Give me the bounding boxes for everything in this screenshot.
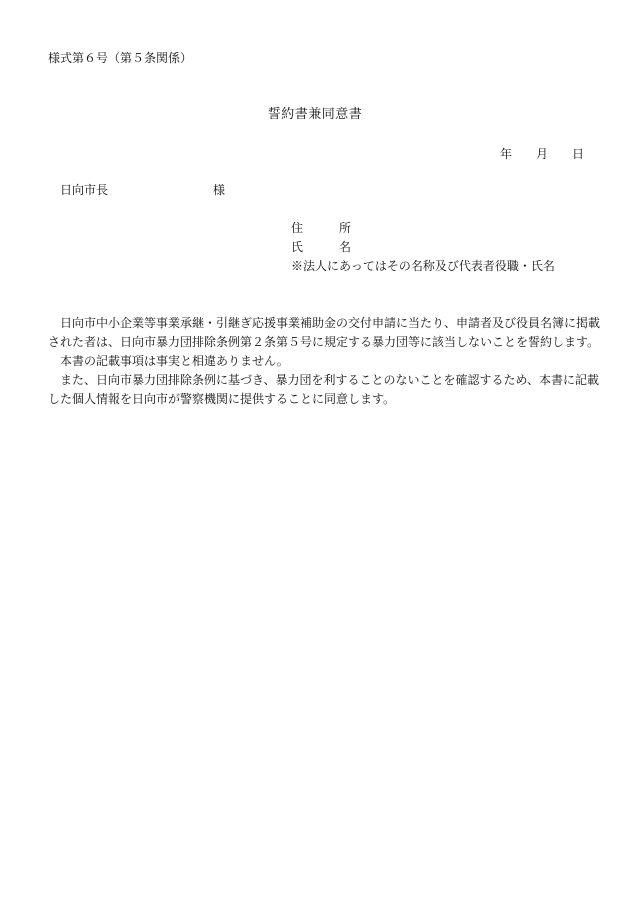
document-title: 誓約書兼同意書: [267, 107, 363, 122]
date-line: [500, 148, 584, 160]
day-label: 日: [572, 147, 585, 161]
addressee-honorific: 様: [213, 183, 226, 197]
address-label-second: 所: [339, 221, 352, 235]
address-label-first: 住: [291, 221, 304, 235]
body-text-span: 本書の記載事項は事実と相違ありません。: [60, 354, 289, 368]
body-paragraph-3-line-1: [48, 373, 600, 393]
year-label: 年: [500, 147, 513, 161]
name-label-second: 名: [339, 240, 352, 254]
body-paragraph-1-line-1: [48, 316, 601, 336]
name-label-first: 氏: [291, 240, 304, 254]
applicant-block: [291, 222, 555, 279]
corporate-note: ※法人にあってはその名称及び代表者役職・氏名: [291, 259, 555, 273]
body-text: [48, 316, 601, 412]
month-label: 月: [536, 147, 549, 161]
form-number: 様式第６号（第５条関係）: [48, 51, 193, 65]
body-paragraph-3-line-2: した個人情報を日向市が警察機関に提供することに同意します。: [48, 392, 396, 406]
address-row: [291, 222, 555, 241]
addressee-name: 日向市長: [60, 183, 109, 197]
body-paragraph-2-line-1: [48, 355, 588, 374]
name-row: [291, 241, 555, 260]
body-paragraph-1-line-2: された者は、日向市暴力団排除条例第２条第５号に規定する暴力団等に該当しないことを誓約します。: [48, 335, 600, 349]
body-text-span: 日向市中小企業等事業承継・引継ぎ応援事業補助金の交付申請に当たり、申請者及び役員名簿に掲載: [60, 316, 601, 330]
body-text-span: また、日向市暴力団排除条例に基づき、暴力団を利することのないことを確認するため、本書に記載: [60, 373, 600, 387]
